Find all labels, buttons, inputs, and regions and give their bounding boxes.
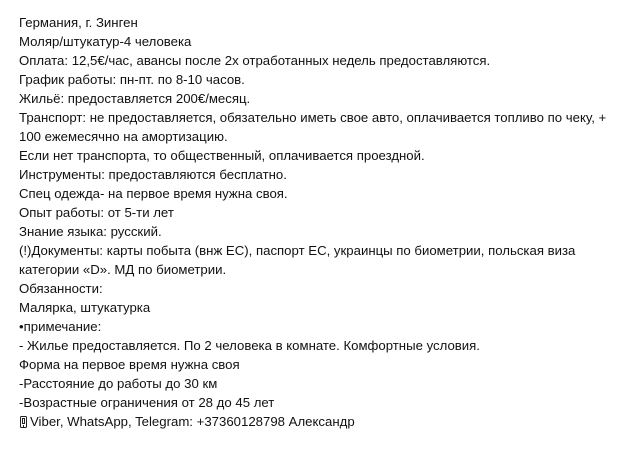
experience-line: Опыт работы: от 5-ти лет bbox=[19, 205, 174, 220]
workwear-line: Спец одежда- на первое время нужна своя. bbox=[19, 186, 288, 201]
job-posting bbox=[19, 13, 631, 431]
note-distance-line: -Расстояние до работы до 30 км bbox=[19, 376, 218, 391]
location-line: Германия, г. Зинген bbox=[19, 15, 138, 30]
housing-line: Жильё: предоставляется 200€/месяц. bbox=[19, 91, 251, 106]
documents-line: (!)Документы: карты побыта (внж ЕС), паспорт ЕС, украинцы по биометрии, польская виза категории «D». МД по биометрии. bbox=[19, 243, 576, 277]
pay-line: Оплата: 12,5€/час, авансы после 2х отработанных недель предоставляются. bbox=[19, 53, 491, 68]
contact-line bbox=[19, 412, 631, 431]
mobile-phone-icon bbox=[20, 416, 27, 428]
note-uniform-line: Форма на первое время нужна своя bbox=[19, 357, 240, 372]
duties-header: Обязанности: bbox=[19, 281, 103, 296]
contact-text: Viber, WhatsApp, Telegram: +37360128798 Александр bbox=[30, 414, 355, 429]
language-line: Знание языка: русский. bbox=[19, 224, 162, 239]
note-housing-line: - Жилье предоставляется. По 2 человека в комнате. Комфортные условия. bbox=[19, 338, 480, 353]
schedule-line: График работы: пн-пт. по 8-10 часов. bbox=[19, 72, 245, 87]
transport-line: Транспорт: не предоставляется, обязательно иметь свое авто, оплачивается топливо по чеку, + 100 ежемесячно на амортизацию. bbox=[19, 110, 607, 144]
duties-line: Малярка, штукатурка bbox=[19, 300, 151, 315]
note-header: •примечание: bbox=[19, 319, 102, 334]
tools-line: Инструменты: предоставляются бесплатно. bbox=[19, 167, 287, 182]
position-line: Моляр/штукатур-4 человека bbox=[19, 34, 192, 49]
note-age-line: -Возрастные ограничения от 28 до 45 лет bbox=[19, 395, 275, 410]
public-transport-line: Если нет транспорта, то общественный, оплачивается проездной. bbox=[19, 148, 425, 163]
